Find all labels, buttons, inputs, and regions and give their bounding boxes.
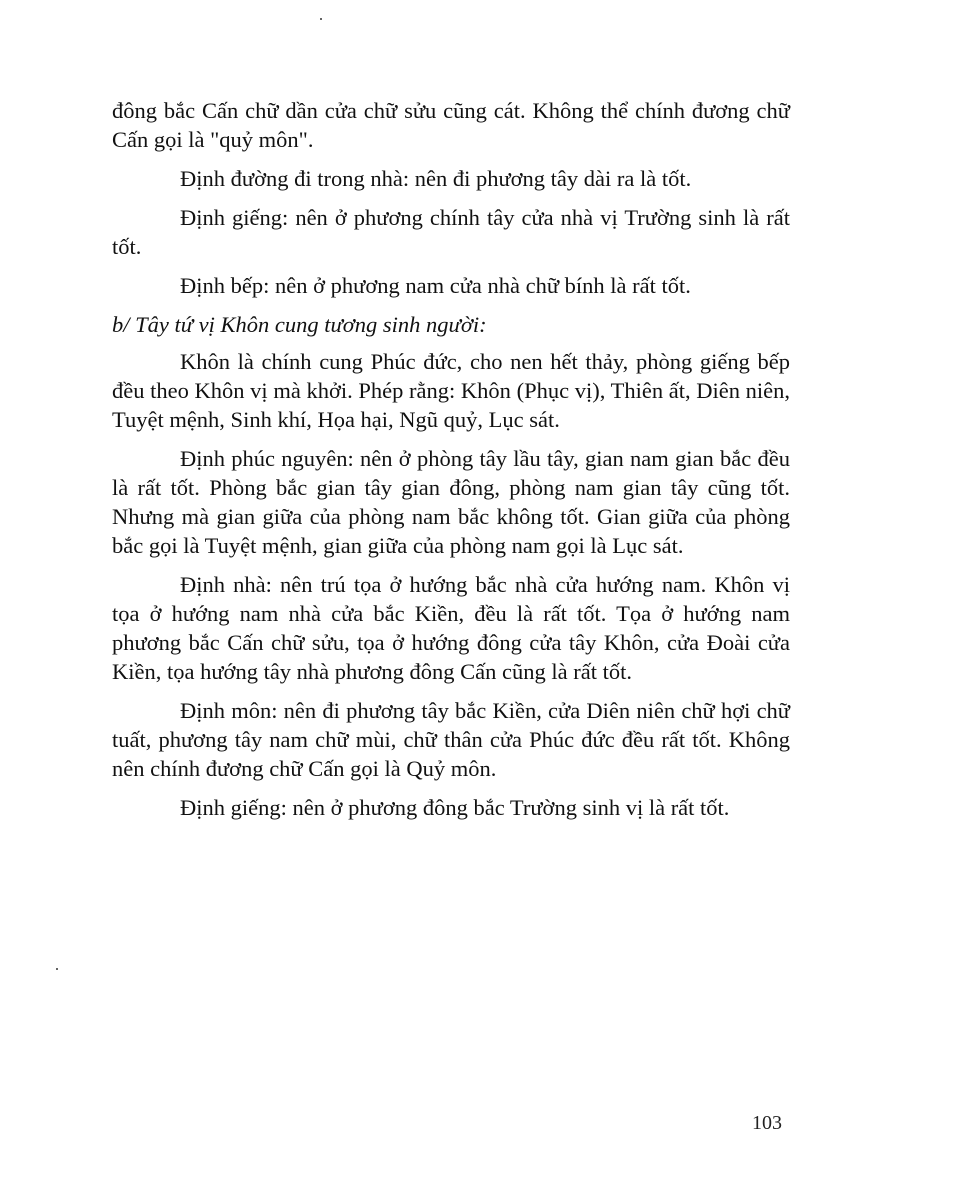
paragraph-dinh-phuc-nguyen: Định phúc nguyên: nên ở phòng tây lầu tây, gian nam gian bắc đều là rất tốt. Phòng bắc gian tây gian đông, phòng nam gian tây cũng tốt. Nhưng mà gian giữa của phòng nam bắc không tốt. Gian giữa của phòng bắc gọi là Tuyệt mệnh, gian giữa của phòng nam gọi là Lục sát. (112, 446, 790, 558)
page-number: 103 (752, 1112, 782, 1134)
paragraph-continuation: đông bắc Cấn chữ dần cửa chữ sửu cũng cát. Không thể chính đương chữ Cấn gọi là "quỷ môn". (112, 98, 790, 152)
section-heading: b/ Tây tứ vị Khôn cung tương sinh người: (112, 312, 487, 337)
paragraph-khon-cung: Khôn là chính cung Phúc đức, cho nen hết thảy, phòng giếng bếp đều theo Khôn vị mà khởi. Phép rằng: Khôn (Phục vị), Thiên ất, Diên niên, Tuyệt mệnh, Sinh khí, Họa hại, Ngũ quỷ, Lục sát. (112, 349, 790, 432)
paragraph-dinh-nha: Định nhà: nên trú tọa ở hướng bắc nhà cửa hướng nam. Khôn vị tọa ở hướng nam nhà cửa bắc Kiền, đều là rất tốt. Tọa ở hướng nam phương bắc Cấn chữ sửu, tọa ở hướng đông cửa tây Khôn, cửa Đoài cửa Kiền, tọa hướng tây nhà phương đông Cấn cũng là rất tốt. (112, 572, 790, 684)
paragraph-dinh-gieng-2: Định giếng: nên ở phương đông bắc Trường sinh vị là rất tốt. (180, 795, 730, 820)
page-body (112, 96, 790, 832)
paragraph-dinh-mon: Định môn: nên đi phương tây bắc Kiền, cửa Diên niên chữ hợi chữ tuất, phương tây nam chữ mùi, chữ thân cửa Phúc đức đều rất tốt. Không nên chính đương chữ Cấn gọi là Quỷ môn. (112, 698, 790, 781)
paragraph-dinh-bep: Định bếp: nên ở phương nam cửa nhà chữ bính là rất tốt. (180, 273, 691, 298)
scan-speck (320, 18, 322, 20)
scan-speck (56, 968, 58, 970)
paragraph-dinh-duong-di: Định đường đi trong nhà: nên đi phương tây dài ra là tốt. (180, 166, 692, 191)
paragraph-dinh-gieng-1: Định giếng: nên ở phương chính tây cửa nhà vị Trường sinh là rất tốt. (112, 205, 790, 259)
